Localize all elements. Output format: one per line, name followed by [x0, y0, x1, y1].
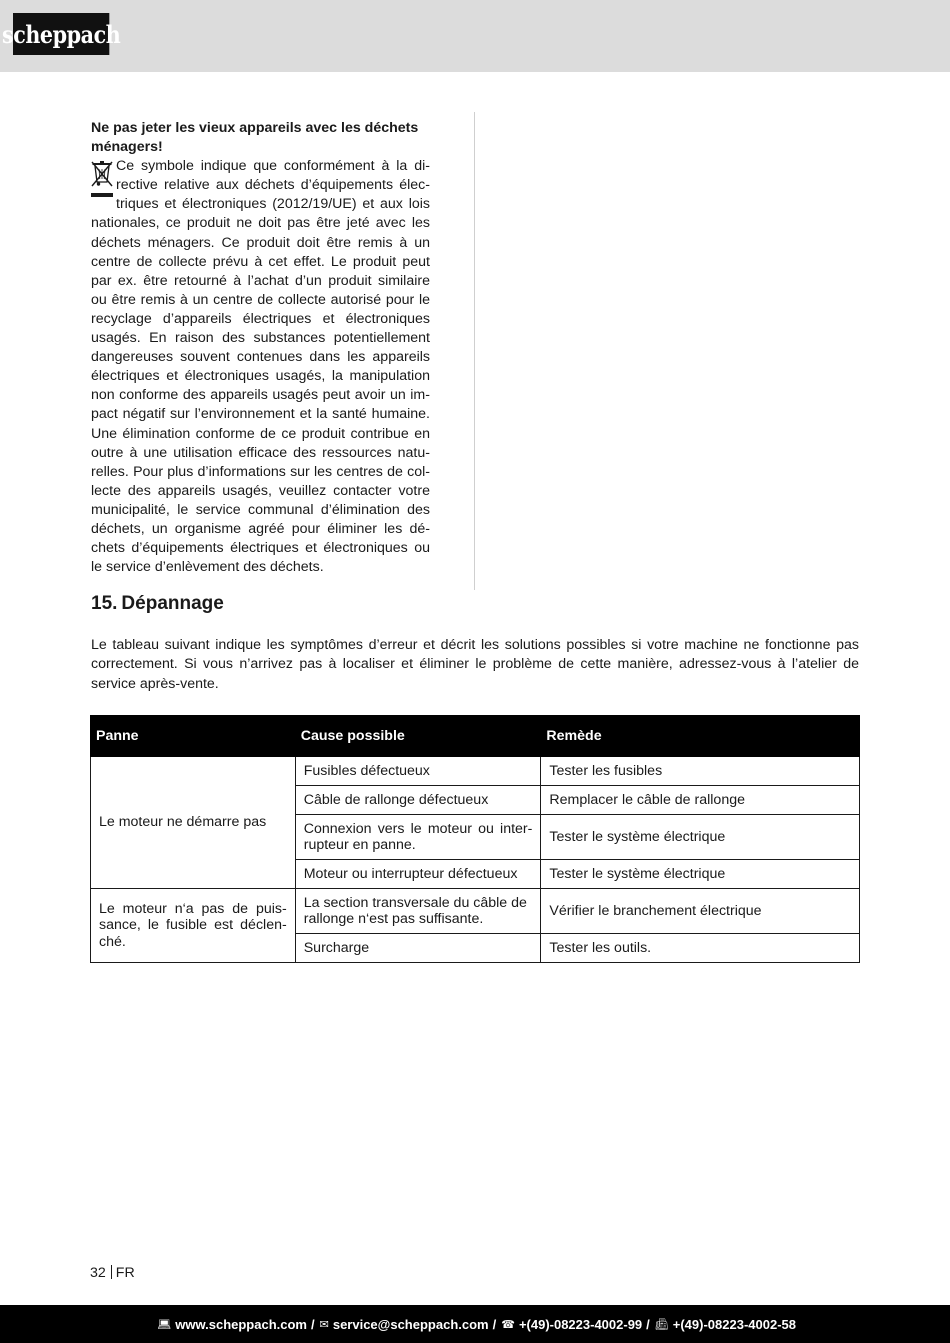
header-remedy: Remède [541, 716, 860, 757]
cause-cell: Câble de rallonge défectueux [295, 786, 541, 815]
cause-cell: Connexion vers le moteur ou interrupteur en panne. [295, 815, 541, 860]
disposal-heading: Ne pas jeter les vieux appareils avec les déchets ménagers! [91, 120, 419, 156]
cause-cell: Fusibles défectueux [295, 757, 541, 786]
remedy-cell: Tester le système électrique [541, 815, 860, 860]
remedy-cell: Tester les outils. [541, 934, 860, 963]
laptop-icon: 💻︎ [157, 1317, 172, 1331]
header-cause: Cause possible [295, 716, 541, 757]
page-language: FR [115, 1265, 135, 1281]
remedy-cell: Tester les fusibles [541, 757, 860, 786]
header-bar [0, 0, 950, 72]
table-header-row [91, 716, 860, 757]
fault-cell: Le moteur ne démarre pas [91, 757, 296, 889]
fault-cell: Le moteur n‘a pas de puissance, le fusible est déclenché. [91, 889, 296, 963]
section-title-text: Dépannage [121, 593, 224, 614]
disposal-body-text: Ce symbole indique que conformément à la directive relative aux déchets d’équipements électriques et électroniques (2012/19/UE) et aux lois nationales, ce produit ne doit pas être jeté avec les déchets ménagers. Ce produit doit être remis à un centre de collecte prévu à cet effet. Le produit peut par ex. être retourné à l’achat d’un produit similaire ou être remis à un centre de collecte autorisé pour le recyclage d’appareils électriques et électroniques usagés. En raison des substances potentiellement dangereuses souvent contenues dans les appareils électriques et électroniques usagés, la manipulation non conforme des appareils usagés peut avoir un impact négatif sur l’environnement et la santé humaine. Une élimination conforme de ce produit contribue en outre à une utilisation efficace des ressources naturelles. Pour plus d’informations sur les centres de collecte des appareils usagés, veuillez contacter votre municipalité, le service communal d’élimination des déchets, un organisme agréé pour éliminer les déchets d’équipements électriques et électroniques ou le service d’enlèvement des déchets. [91, 158, 430, 576]
footer-separator: / [646, 1316, 650, 1332]
telephone-icon: ☎︎ [501, 1317, 515, 1331]
footer-separator: / [311, 1316, 315, 1332]
cause-cell: Surcharge [295, 934, 541, 963]
remedy-cell: Tester le système électrique [541, 860, 860, 889]
disposal-notice [91, 119, 430, 577]
troubleshooting-intro: Le tableau suivant indique les symptômes d’erreur et décrit les solutions possibles si votre machine ne fonctionne pas correctement. Si vous n’arrivez pas à localiser et éliminer le problème de cette manière, adressez-vous à l’atelier de service après-vente. [91, 637, 859, 692]
cause-cell: La section transversale du câble de rallonge n‘est pas suffisante. [295, 889, 541, 934]
page-number [90, 1265, 135, 1281]
column-divider [474, 112, 475, 590]
envelope-icon: ✉︎ [319, 1317, 329, 1331]
footer-email-link[interactable]: service@scheppach.com [332, 1316, 489, 1332]
table-row [91, 889, 860, 934]
remedy-cell: Vérifier le branchement électrique [541, 889, 860, 934]
troubleshooting-table [90, 715, 860, 963]
page-number-value: 32 [90, 1265, 106, 1281]
footer-separator: / [492, 1316, 497, 1332]
disposal-body [91, 157, 430, 577]
footer-phone: +(49)-08223-4002-99 [518, 1316, 643, 1332]
fax-icon: 📠︎ [654, 1317, 669, 1331]
remedy-cell: Remplacer le câble de rallonge [541, 786, 860, 815]
scheppach-logo: scheppach [13, 13, 109, 55]
table-row [91, 757, 860, 786]
footer-bar [0, 1305, 950, 1343]
section-number: 15. [91, 593, 118, 614]
weee-crossed-bin-icon [91, 161, 113, 199]
header-fault: Panne [91, 716, 296, 757]
cause-cell: Moteur ou interrupteur défectueux [295, 860, 541, 889]
footer-website-link[interactable]: www.scheppach.com [175, 1316, 307, 1332]
page-number-separator [111, 1265, 112, 1279]
section-title [91, 593, 224, 615]
footer-fax: +(49)-08223-4002-58 [672, 1316, 796, 1332]
